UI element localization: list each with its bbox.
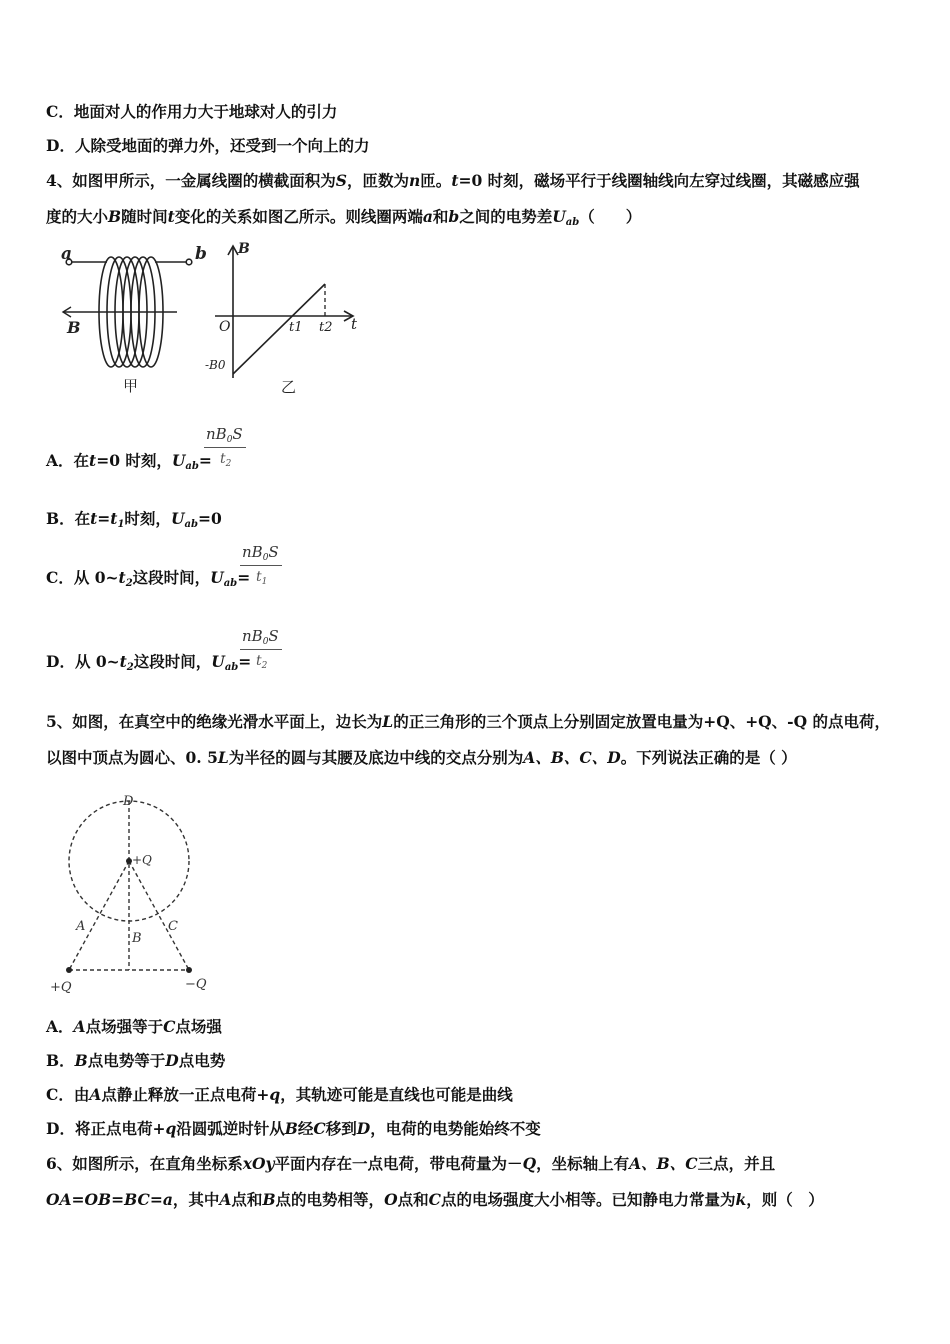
caption-jia: 甲	[123, 377, 139, 395]
point-b-label: B	[132, 931, 142, 946]
top-charge-label: +Q	[132, 853, 152, 867]
q5-option-c: C．由A点静止释放一正点电荷+q，其轨迹可能是直线也可能是曲线	[46, 1085, 513, 1104]
triangle-right-side	[129, 861, 189, 970]
caption-yi: 乙	[281, 378, 297, 396]
point-a-label: A	[76, 919, 86, 934]
q3-option-d-text: D．人除受地面的弹力外，还受到一个向上的力	[46, 136, 370, 155]
q4-option-c-fraction: $nB_0S$ $t_1$	[240, 543, 284, 595]
q5-stem-line1: 5、如图，在真空中的绝缘光滑水平面上，边长为L的正三角形的三个顶点上分别固定放置电量为+Q、+Q、-Q 的点电荷，	[46, 712, 891, 731]
q4-option-a-fraction: $nB_0S$ $t_2$	[204, 425, 248, 477]
charge-left	[66, 967, 72, 973]
q4-option-b: B．在$t=t_1$时刻，$U_{ab}=0$	[46, 509, 222, 530]
left-charge-label: +Q	[50, 980, 72, 995]
coil-diagram	[63, 257, 192, 367]
q4-option-d-fraction: $nB_0S$ $t_2$	[240, 627, 284, 679]
triangle-left-side	[69, 861, 129, 970]
q5-option-d: D．将正点电荷+q沿圆弧逆时针从B经C移到D，电荷的电势能始终不变	[46, 1119, 541, 1138]
q5-figure	[42, 790, 222, 1000]
t1-label: t1	[289, 320, 303, 335]
q6-stem-line2: OA=OB=BC=a，其中A点和B点的电势相等，O点和C点的电场强度大小相等。已知静电力常量为k，则（ ）	[46, 1190, 824, 1209]
bt-graph	[215, 246, 353, 378]
q3-option-d	[46, 136, 369, 156]
q4-option-d: D．从 $0\sim t_2$这段时间，$U_{ab}=$	[46, 652, 252, 673]
q3-option-c-text: C．地面对人的作用力大于地球对人的引力	[46, 102, 338, 121]
q4-option-a: A．在t=0 时刻，$U_{ab}=$	[46, 451, 212, 472]
charge-right	[186, 967, 192, 973]
axis-label-B: B	[238, 241, 250, 257]
t2-label: t2	[319, 320, 333, 335]
neg-b0-label: -B0	[205, 358, 226, 372]
q4-stem-line2: 度的大小B随时间t变化的关系如图乙所示。则线圈两端a和b之间的电势差$U_{ab}$（ ）	[46, 207, 642, 228]
right-charge-label: −Q	[185, 977, 207, 992]
axis-label-t: t	[351, 315, 358, 333]
q5-stem-line2: 以图中顶点为圆心、0. 5L为半径的圆与其腰及底边中线的交点分别为A、B、C、D。下列说法正确的是（ ）	[46, 748, 797, 767]
q5-option-b: B．B点电势等于D点电势	[46, 1051, 226, 1070]
q3-option-c	[46, 102, 337, 122]
bt-line	[233, 284, 325, 374]
q4-figure	[55, 238, 375, 403]
q4-option-c: C．从 $0\sim t_2$这段时间，$U_{ab}=$	[46, 568, 251, 589]
coil-label-a: a	[61, 244, 73, 264]
coil-label-b: b	[195, 244, 207, 264]
point-d-label: D	[123, 794, 134, 809]
origin-label: O	[219, 319, 231, 335]
point-c-label: C	[168, 919, 178, 934]
coil-label-B: B	[67, 318, 81, 337]
q6-stem-line1: 6、如图所示，在直角坐标系xOy平面内存在一点电荷，带电荷量为－Q，坐标轴上有A、B、C三点，并且	[46, 1154, 776, 1173]
q5-option-a: A．A点场强等于C点场强	[46, 1017, 222, 1036]
q4-stem-line1: 4、如图甲所示，一金属线圈的横截面积为S，匝数为n匝。t=0 时刻，磁场平行于线圈轴线向左穿过线圈，其磁感应强	[46, 171, 860, 190]
